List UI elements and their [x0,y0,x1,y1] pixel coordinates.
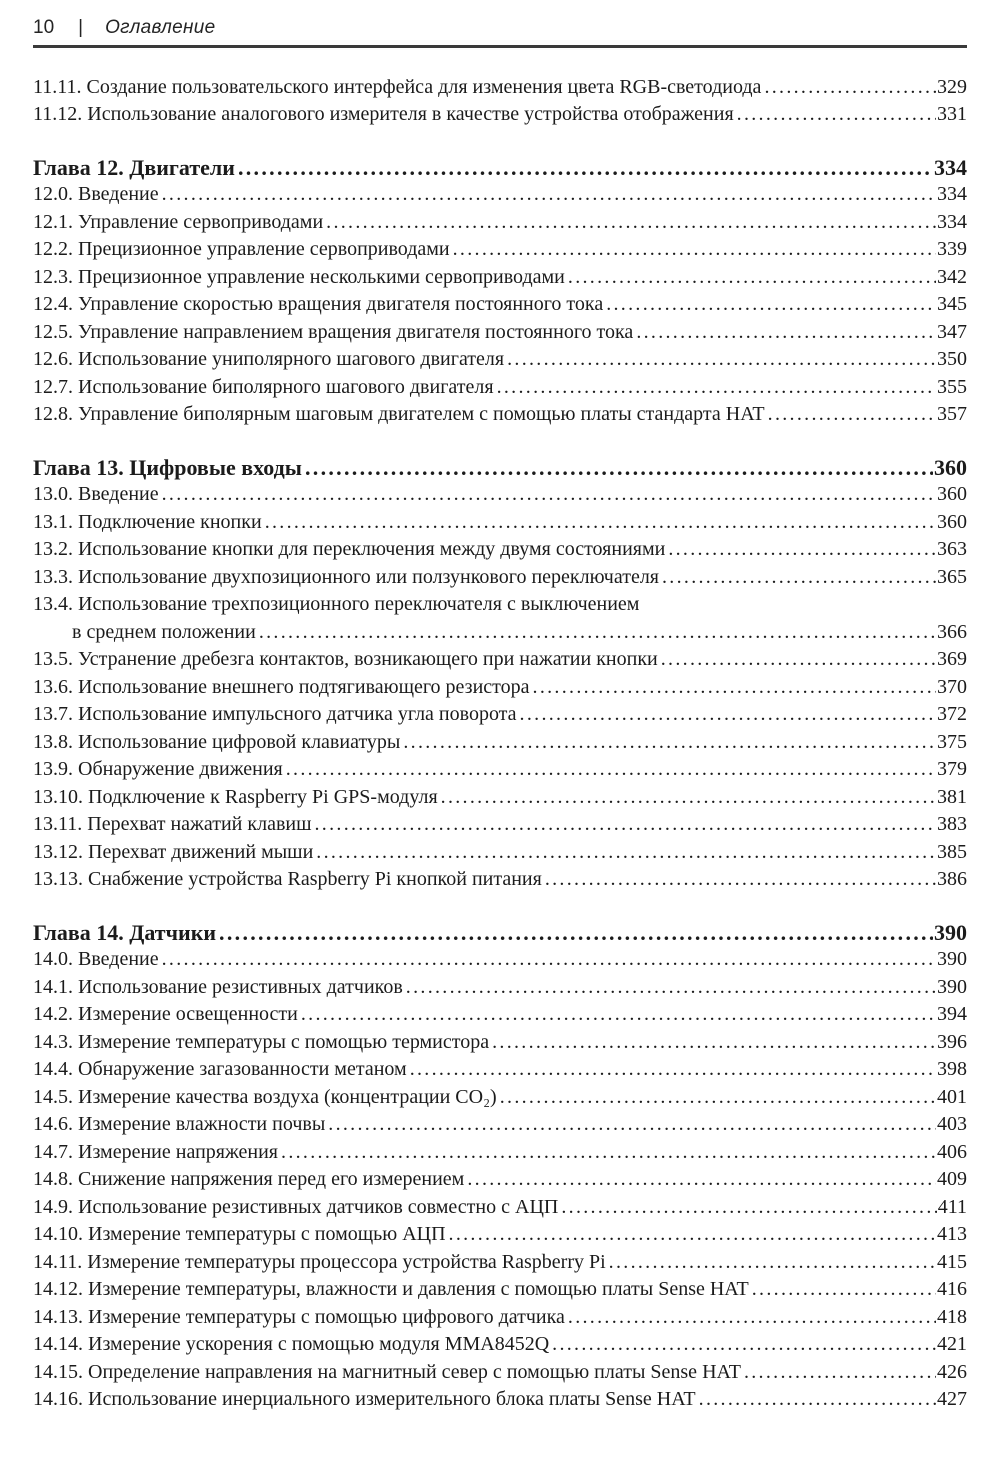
toc-entry[interactable] [33,1331,967,1359]
toc-entry-page: 385 [937,840,967,863]
toc-entry[interactable] [33,1139,967,1167]
toc-entry[interactable] [33,319,967,347]
toc-entry-label: 13.0. Введение [33,483,159,505]
toc-entry-page: 360 [937,483,967,505]
dot-leader [609,1249,936,1277]
toc-entry-label: 14.9. Использование резистивных датчиков совместно с АЦП [33,1195,559,1218]
toc-entry-page: 418 [937,1305,967,1328]
toc-entry[interactable] [33,1194,967,1222]
dot-leader [492,1029,936,1057]
dot-leader [162,481,936,509]
toc-entry[interactable] [33,509,967,537]
toc-entry-label: 14.11. Измерение температуры процессора устройства Raspberry Pi [33,1250,606,1273]
toc-entry-page: 357 [937,403,967,425]
toc-entry-page: 421 [937,1333,967,1355]
toc-entry-page: 363 [937,538,967,560]
dot-leader [328,1111,936,1139]
dot-leader [764,74,936,102]
toc-entry-page: 427 [937,1388,967,1410]
toc-entry[interactable] [33,866,967,894]
dot-leader [316,839,936,867]
toc-entry-label: 14.5. Измерение качества воздуха (концентрации CO₂) [33,1085,497,1108]
toc-entry-label: 14.13. Измерение температуры с помощью цифрового датчика [33,1305,565,1328]
toc-entry[interactable] [33,1221,967,1249]
toc-entry-label: 14.4. Обнаружение загазованности метаном [33,1058,407,1080]
toc-entry-label: 13.13. Снабжение устройства Raspberry Pi кнопкой питания [33,868,542,890]
toc-entry-page: 381 [937,785,967,808]
toc-entry-label: 13.11. Перехват нажатий клавиш [33,813,312,835]
dot-leader [281,1139,936,1167]
toc-entry[interactable] [33,236,967,264]
toc-entry-page: 396 [937,1030,967,1053]
toc-entry[interactable] [33,1056,967,1084]
toc-entry[interactable] [33,291,967,319]
dot-leader [668,536,936,564]
toc [33,74,967,1414]
toc-entry-page: 331 [937,103,967,125]
dot-leader [606,291,936,319]
dot-leader [449,1221,936,1249]
toc-entry[interactable] [33,1386,967,1414]
dot-leader [162,946,936,974]
dot-leader [497,374,936,402]
toc-entry-page: 329 [937,75,967,98]
dot-leader [552,1331,936,1359]
toc-entry-page: 355 [937,375,967,398]
toc-entry[interactable] [33,1029,967,1057]
toc-entry[interactable] [33,374,967,402]
toc-entry-page: 401 [937,1085,967,1108]
chapter-title: Глава 13. Цифровые входы [33,454,302,480]
toc-entry[interactable] [33,756,967,784]
toc-entry-label: 13.8. Использование цифровой клавиатуры [33,730,401,753]
toc-entry-label: 12.8. Управление биполярным шаговым двигателем с помощью платы стандарта HAT [33,403,765,425]
page-number: 10 [33,17,55,38]
toc-entry-page: 379 [937,758,967,780]
dot-leader [403,729,936,757]
toc-entry-page: 370 [937,675,967,698]
chapter-page-number: 334 [934,154,967,180]
dot-leader [568,264,936,292]
toc-entry-continuation[interactable] [33,619,967,647]
toc-section [33,154,967,429]
toc-entry-page: 334 [937,183,967,205]
toc-section [33,919,967,1414]
dot-leader [737,101,936,129]
toc-entry-label: 14.8. Снижение напряжения перед его измерением [33,1168,465,1190]
header-separator: | [78,17,84,38]
toc-entry[interactable] [33,839,967,867]
dot-leader [561,1194,936,1222]
toc-entry-label: 11.12. Использование аналогового измерителя в качестве устройства отображения [33,103,734,125]
toc-entry-label: в среднем положении [72,620,256,643]
toc-entry-label: 12.5. Управление направлением вращения двигателя постоянного тока [33,320,634,343]
toc-entry[interactable] [33,1359,967,1387]
toc-entry-page: 383 [937,813,967,835]
dot-leader [662,564,936,592]
chapter-page-number: 390 [934,919,967,945]
dot-leader [453,236,936,264]
header-title: Оглавление [105,17,216,38]
toc-entry-page: 409 [937,1168,967,1190]
toc-entry-label: 13.6. Использование внешнего подтягивающего резистора [33,675,530,698]
dot-leader [467,1166,936,1194]
toc-entry-page: 342 [937,265,967,288]
toc-entry-label: 14.3. Измерение температуры с помощью термистора [33,1030,490,1053]
dot-leader [500,1084,936,1112]
chapter-title: Глава 14. Датчики [33,919,217,945]
toc-entry-label: 13.1. Подключение кнопки [33,510,262,533]
dot-leader [286,756,936,784]
toc-entry-page: 415 [937,1250,967,1273]
dot-leader [410,1056,936,1084]
dot-leader [219,919,933,947]
toc-entry[interactable] [33,1249,967,1277]
toc-section [33,74,967,129]
toc-entry[interactable] [33,729,967,757]
toc-entry-label: 12.0. Введение [33,183,159,205]
toc-entry[interactable] [33,101,967,129]
toc-entry-label: 14.15. Определение направления на магнитный север с помощью платы Sense HAT [33,1360,741,1383]
dot-leader [636,319,936,347]
toc-entry-page: 394 [937,1003,967,1025]
toc-entry-page: 345 [937,293,967,315]
toc-entry[interactable] [33,1001,967,1029]
dot-leader [568,1304,936,1332]
toc-entry-page: 390 [937,948,967,970]
toc-entry-label: 13.5. Устранение дребезга контактов, возникающего при нажатии кнопки [33,648,658,670]
toc-entry[interactable] [33,1166,967,1194]
toc-entry-page: 386 [937,868,967,890]
toc-entry-label: 14.6. Измерение влажности почвы [33,1113,326,1135]
chapter-title: Глава 12. Двигатели [33,154,235,180]
toc-entry-page: 369 [937,648,967,670]
dot-leader [699,1386,936,1414]
toc-entry-label: 12.4. Управление скоростью вращения двигателя постоянного тока [33,293,604,315]
toc-entry[interactable] [33,811,967,839]
toc-entry-page: 390 [937,975,967,998]
dot-leader [315,811,937,839]
dot-leader [301,1001,936,1029]
toc-entry-label: 13.12. Перехват движений мыши [33,840,314,863]
chapter-heading[interactable] [33,154,967,182]
toc-entry-page: 334 [937,210,967,233]
running-header [33,0,967,40]
dot-leader [162,181,936,209]
toc-entry-label: 12.7. Использование биполярного шагового двигателя [33,375,494,398]
dot-leader [441,784,936,812]
toc-entry-label: 14.10. Измерение температуры с помощью АЦП [33,1223,446,1245]
toc-section [33,454,967,894]
toc-entry[interactable] [33,974,967,1002]
toc-entry[interactable] [33,536,967,564]
dot-leader [259,619,936,647]
dot-leader [661,646,936,674]
toc-entry-page: 350 [937,348,967,370]
toc-entry-label: 13.3. Использование двухпозиционного или ползункового переключателя [33,565,659,588]
toc-entry[interactable] [33,1276,967,1304]
header-rule [33,45,967,48]
toc-entry-page: 398 [937,1058,967,1080]
toc-entry-page: 413 [937,1223,967,1245]
toc-entry-page: 365 [937,565,967,588]
toc-entry[interactable] [33,74,967,102]
toc-entry[interactable] [33,946,967,974]
toc-entry-label: 14.14. Измерение ускорения с помощью модуля MMA8452Q [33,1333,550,1355]
toc-entry[interactable] [33,564,967,592]
toc-entry[interactable] [33,264,967,292]
dot-leader [265,509,936,537]
toc-entry[interactable] [33,784,967,812]
toc-entry-label: 13.7. Использование импульсного датчика угла поворота [33,703,517,725]
toc-entry-page: 375 [937,730,967,753]
toc-entry[interactable] [33,181,967,209]
toc-entry[interactable] [33,1111,967,1139]
dot-leader [744,1359,936,1387]
toc-entry-label: 14.1. Использование резистивных датчиков [33,975,403,998]
dot-leader [238,154,933,182]
toc-entry-page: 366 [937,620,967,643]
toc-entry-label: 12.3. Прецизионное управление несколькими сервоприводами [33,265,565,288]
toc-entry[interactable] [33,1304,967,1332]
toc-entry-page: 416 [937,1278,967,1300]
toc-entry[interactable] [33,674,967,702]
toc-entry[interactable] [33,701,967,729]
dot-leader [768,401,936,429]
toc-entry-page: 411 [937,1195,967,1218]
toc-entry-label: 12.1. Управление сервоприводами [33,210,324,233]
toc-entry-label: 12.6. Использование униполярного шагового двигателя [33,348,505,370]
toc-entry-label: 12.2. Прецизионное управление сервоприводами [33,238,450,260]
dot-leader [406,974,936,1002]
chapter-heading[interactable] [33,919,967,947]
toc-entry-page: 347 [937,320,967,343]
toc-entry-page: 372 [937,703,967,725]
toc-entry-label: 13.4. Использование трехпозиционного переключателя с выключением [33,593,640,615]
toc-entry-label: 13.9. Обнаружение движения [33,758,283,780]
toc-entry[interactable] [33,646,967,674]
toc-entry-label: 14.12. Измерение температуры, влажности и давления с помощью платы Sense HAT [33,1278,749,1300]
toc-entry[interactable] [33,346,967,374]
toc-entry[interactable] [33,1084,967,1112]
toc-entry-page: 403 [937,1113,967,1135]
dot-leader [305,454,933,482]
dot-leader [520,701,936,729]
toc-entry[interactable] [33,591,967,619]
toc-entry-page: 426 [937,1360,967,1383]
toc-entry-label: 14.16. Использование инерциального измерительного блока платы Sense HAT [33,1388,696,1410]
chapter-heading[interactable] [33,454,967,482]
dot-leader [326,209,936,237]
toc-entry[interactable] [33,481,967,509]
dot-leader [533,674,936,702]
chapter-page-number: 360 [934,454,967,480]
toc-entry-page: 406 [937,1140,967,1163]
toc-entry-page: 339 [937,238,967,260]
toc-entry[interactable] [33,401,967,429]
toc-entry-label: 14.2. Измерение освещенности [33,1003,298,1025]
toc-entry-label: 13.2. Использование кнопки для переключения между двумя состояниями [33,538,666,560]
toc-entry-label: 11.11. Создание пользовательского интерфейса для изменения цвета RGB-светодиода [33,75,762,98]
toc-entry-label: 14.7. Измерение напряжения [33,1140,279,1163]
dot-leader [545,866,936,894]
toc-entry-label: 13.10. Подключение к Raspberry Pi GPS-модуля [33,785,438,808]
dot-leader [507,346,936,374]
toc-entry-label: 14.0. Введение [33,948,159,970]
dot-leader [752,1276,936,1304]
toc-entry-page: 360 [937,510,967,533]
toc-entry[interactable] [33,209,967,237]
